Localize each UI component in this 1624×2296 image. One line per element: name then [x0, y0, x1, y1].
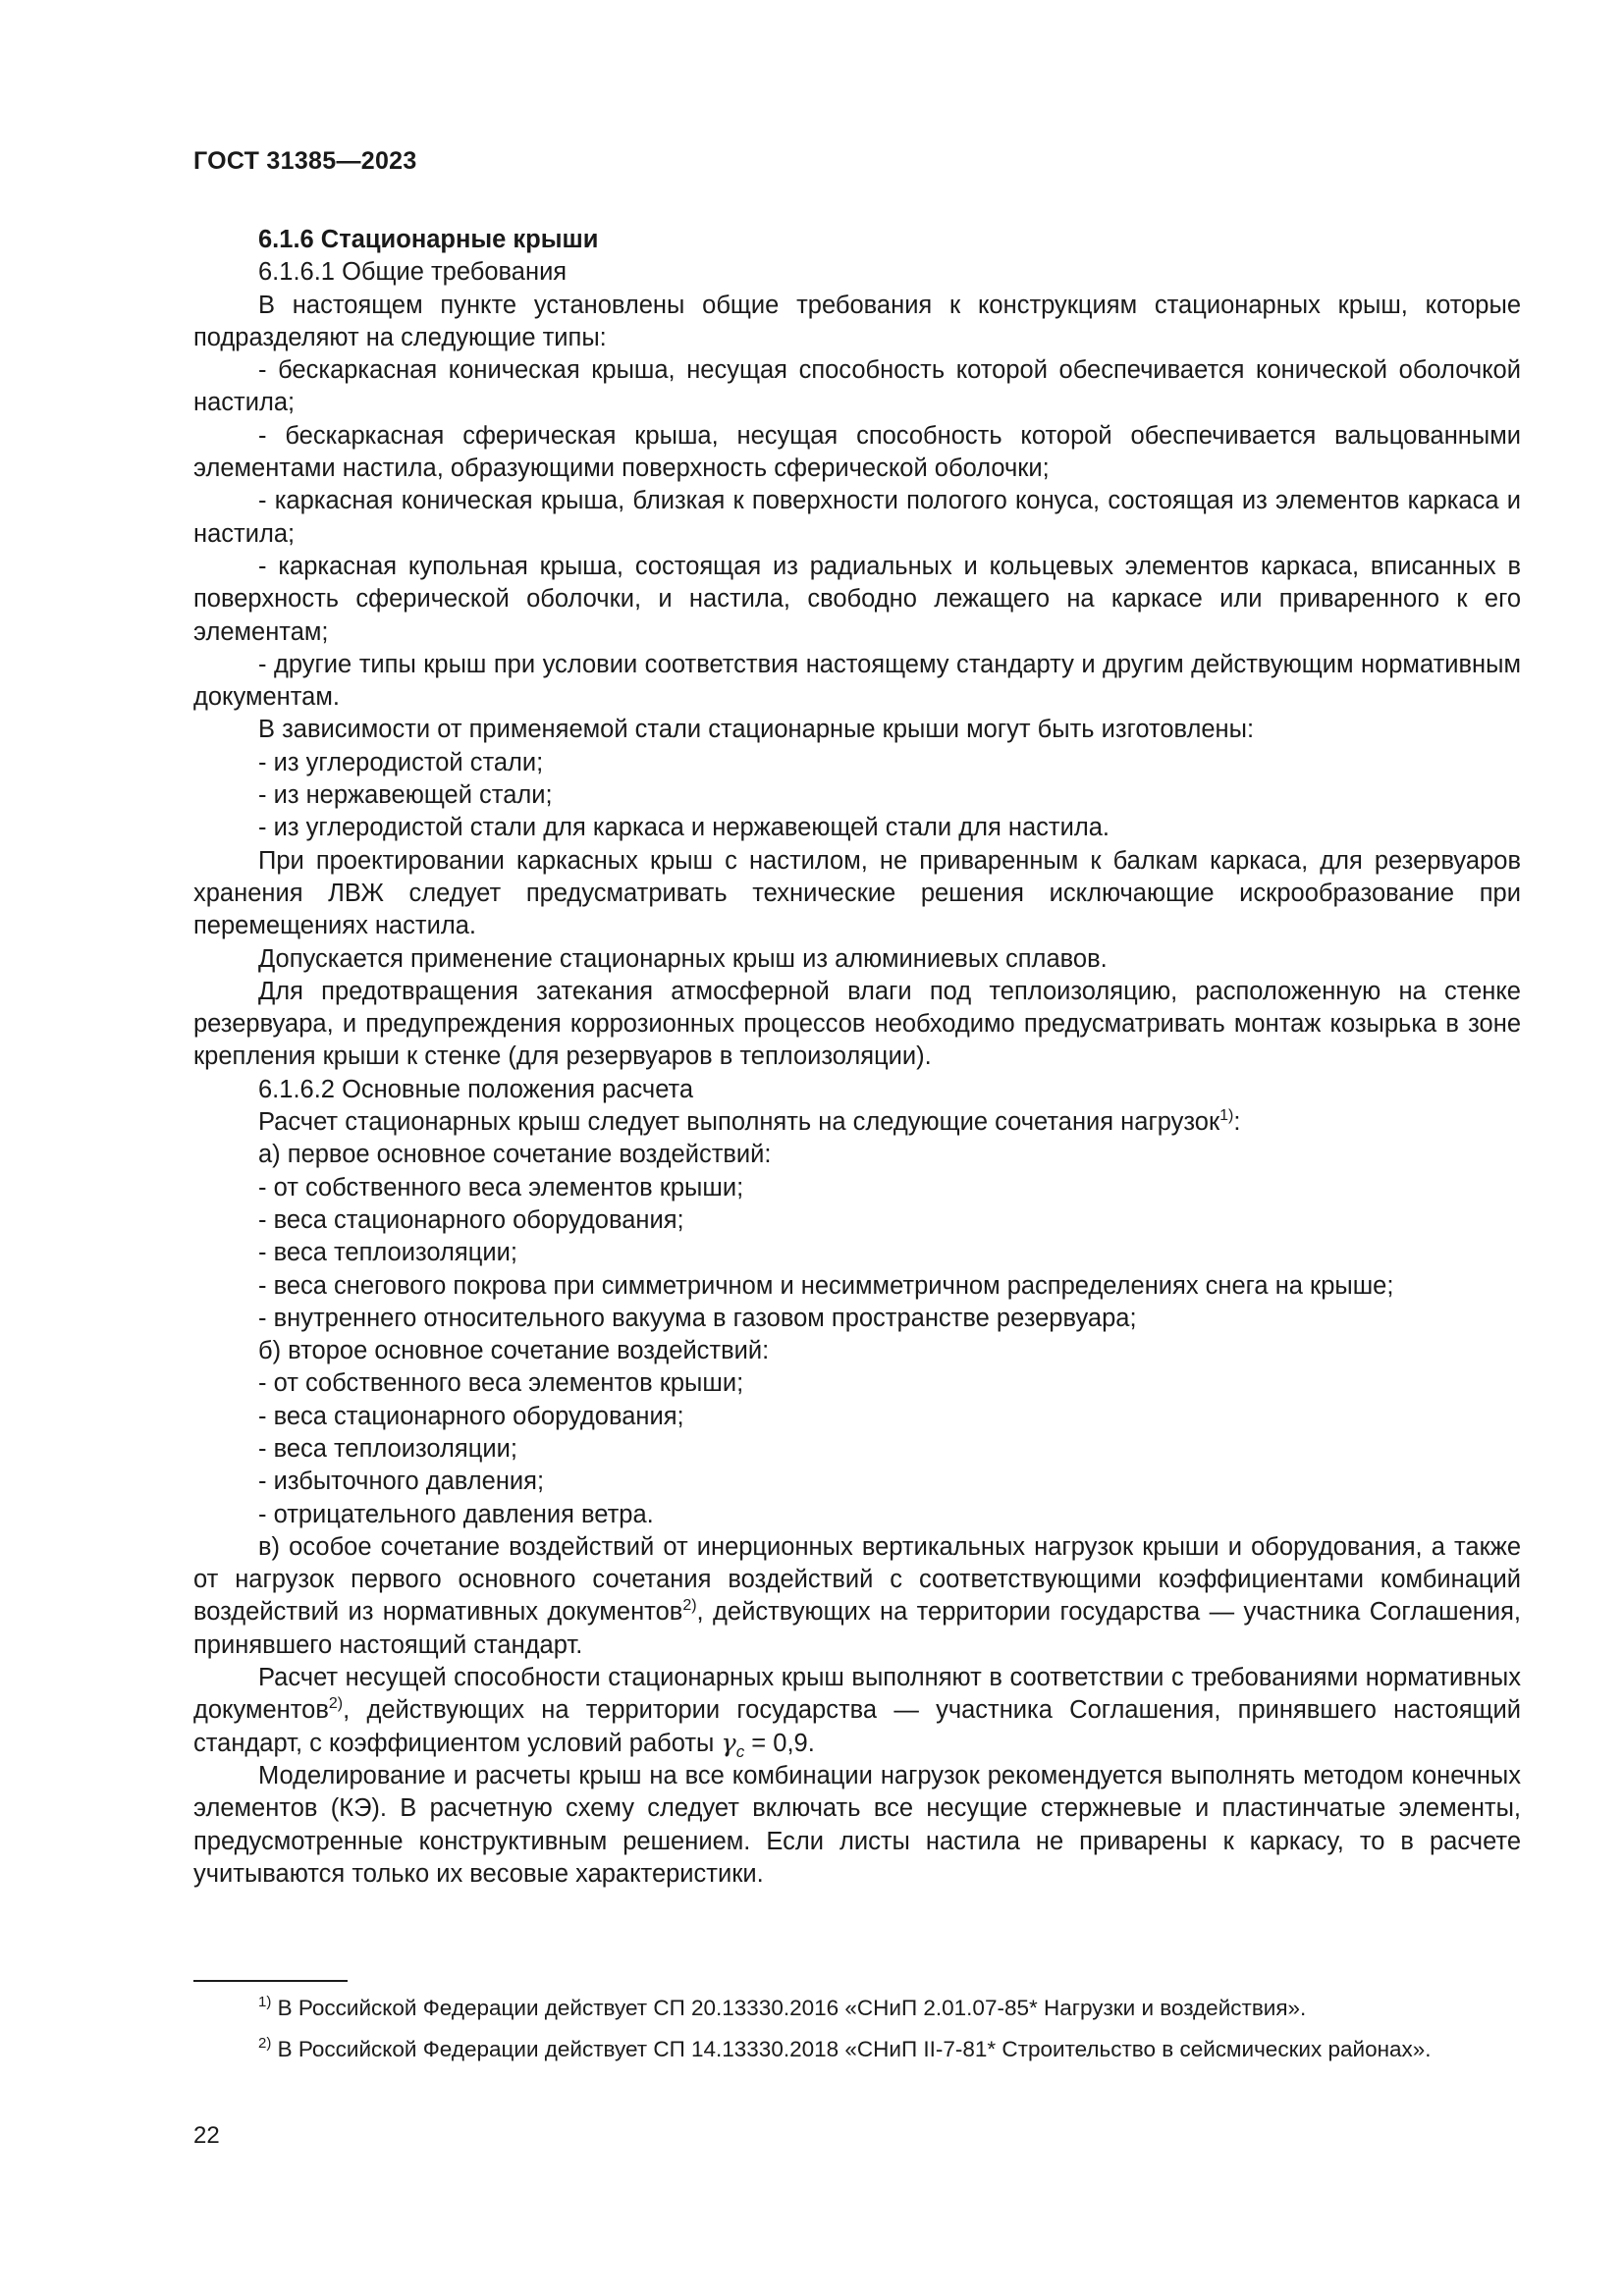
- combo-b-item: - избыточного давления;: [258, 1468, 545, 1496]
- roof-type-item: - каркасная коническая крыша, близкая к поверхности пологого конуса, состоящая из элементов каркаса и настила;: [193, 487, 1521, 548]
- standard-header: ГОСТ 31385—2023: [193, 147, 417, 175]
- roof-type-item: - бескаркасная коническая крыша, несущая способность которой обеспечивается конической оболочкой настила;: [193, 356, 1521, 417]
- combo-b-item: - отрицательного давления ветра.: [258, 1500, 654, 1528]
- combo-c-paragraph: в) особое сочетание воздействий от инерционных вертикальных нагрузок крыши и оборудования, а также от нагрузок первого основного сочетания воздействий с соответствующими коэффициентами комбинаций воздействий из нормативных документов$^{2)}$, действующих на территории государства — участника Соглашения, принявшего настоящий стандарт.: [193, 1532, 1521, 1659]
- steel-intro: В зависимости от применяемой стали стационарные крыши могут быть изготовлены:: [258, 716, 1255, 744]
- combo-a-item: - веса снегового покрова при симметричном и несимметричном распределениях снега на крыше;: [258, 1271, 1394, 1300]
- main-text: [193, 224, 1521, 1891]
- combo-a-item: - веса стационарного оборудования;: [258, 1205, 684, 1234]
- combo-a-item: - от собственного веса элементов крыши;: [258, 1173, 744, 1201]
- capacity-paragraph: Расчет несущей способности стационарных крыш выполняют в соответствии с требованиями нормативных документов$^{2)}$, действующих на территории государства — участника Соглашения, принявшего настоящий стандарт, с коэффициентом условий работы $\gamma_c = 0,9$.: [193, 1664, 1521, 1761]
- gamma-symbol: γ: [721, 1728, 736, 1758]
- combo-b-item: - веса стационарного оборудования;: [258, 1402, 684, 1430]
- steel-item: - из углеродистой стали для каркаса и нержавеющей стали для настила.: [258, 814, 1110, 842]
- footnote-ref-1: 1): [1219, 1107, 1234, 1125]
- footnote-1: $^{1)}$ В Российской Федерации действует СП 20.13330.2016 «СНиП 2.01.07-85* Нагрузки и воздействия».: [258, 1994, 1307, 2020]
- footnote-divider: [193, 1980, 348, 1982]
- roof-type-item: - бескаркасная сферическая крыша, несущая способность которой обеспечивается вальцованными элементами настила, образующими поверхность сферической оболочки;: [193, 421, 1521, 483]
- section-heading: 6.1.6 Стационарные крыши: [258, 226, 599, 253]
- roof-type-item: - другие типы крыш при условии соответствия настоящему стандарту и другим действующим нормативным документам.: [193, 650, 1521, 712]
- steel-item: - из углеродистой стали;: [258, 748, 544, 776]
- modeling-paragraph: Моделирование и расчеты крыш на все комбинации нагрузок рекомендуется выполнять методом конечных элементов (КЭ). В расчетную схему следует включать все несущие стержневые и пластинчатые элементы, предусмотренные конструктивным решением. Если листы настила не приварены к каркасу, то в расчете учитываются только их весовые характеристики.: [193, 1761, 1521, 1888]
- gamma-subscript: c: [735, 1741, 745, 1761]
- calc-intro: Расчет стационарных крыш следует выполнять на следующие сочетания нагрузок$^{1)}$:: [258, 1107, 1241, 1137]
- intro-paragraph: В настоящем пункте установлены общие требования к конструкциям стационарных крыш, которые подразделяют на следующие типы:: [193, 291, 1521, 351]
- combo-a-item: - внутреннего относительного вакуума в газовом пространстве резервуара;: [258, 1304, 1137, 1332]
- combo-b-item: - от собственного веса элементов крыши;: [258, 1369, 744, 1398]
- footnote-ref-2: 2): [682, 1597, 697, 1615]
- roof-type-item: - каркасная купольная крыша, состоящая из радиальных и кольцевых элементов каркаса, вписанных в поверхность сферической оболочки, и настила, свободно лежащего на каркасе или приваренного к его элементам;: [193, 552, 1521, 646]
- footnote-2: $^{2)}$ В Российской Федерации действует СП 14.13330.2018 «СНиП II-7-81* Строительство в сейсмических районах».: [258, 2034, 1432, 2061]
- subsection-heading-2: 6.1.6.2 Основные положения расчета: [258, 1075, 694, 1103]
- moisture-paragraph: Для предотвращения затекания атмосферной влаги под теплоизоляцию, расположенную на стенке резервуара, и предупреждения коррозионных процессов необходимо предусматривать монтаж козырька в зоне крепления крыши к стенке (для резервуаров в теплоизоляции).: [193, 977, 1521, 1071]
- footnote-ref-2: 2): [328, 1695, 344, 1713]
- combo-b-heading: б) второе основное сочетание воздействий:: [258, 1337, 770, 1365]
- combo-a-heading: а) первое основное сочетание воздействий:: [258, 1141, 772, 1169]
- steel-item: - из нержавеющей стали;: [258, 781, 553, 810]
- combo-a-item: - веса теплоизоляции;: [258, 1239, 517, 1267]
- design-paragraph: При проектировании каркасных крыш с настилом, не приваренным к балкам каркаса, для резервуаров хранения ЛВЖ следует предусматривать технические решения исключающие искрообразование при перемещениях настила.: [193, 846, 1521, 940]
- combo-b-item: - веса теплоизоляции;: [258, 1434, 517, 1463]
- subsection-heading-1: 6.1.6.1 Общие требования: [258, 258, 568, 287]
- aluminium-paragraph: Допускается применение стационарных крыш из алюминиевых сплавов.: [258, 944, 1108, 973]
- page-number: 22: [193, 2122, 220, 2149]
- footnotes: [193, 1992, 1521, 2073]
